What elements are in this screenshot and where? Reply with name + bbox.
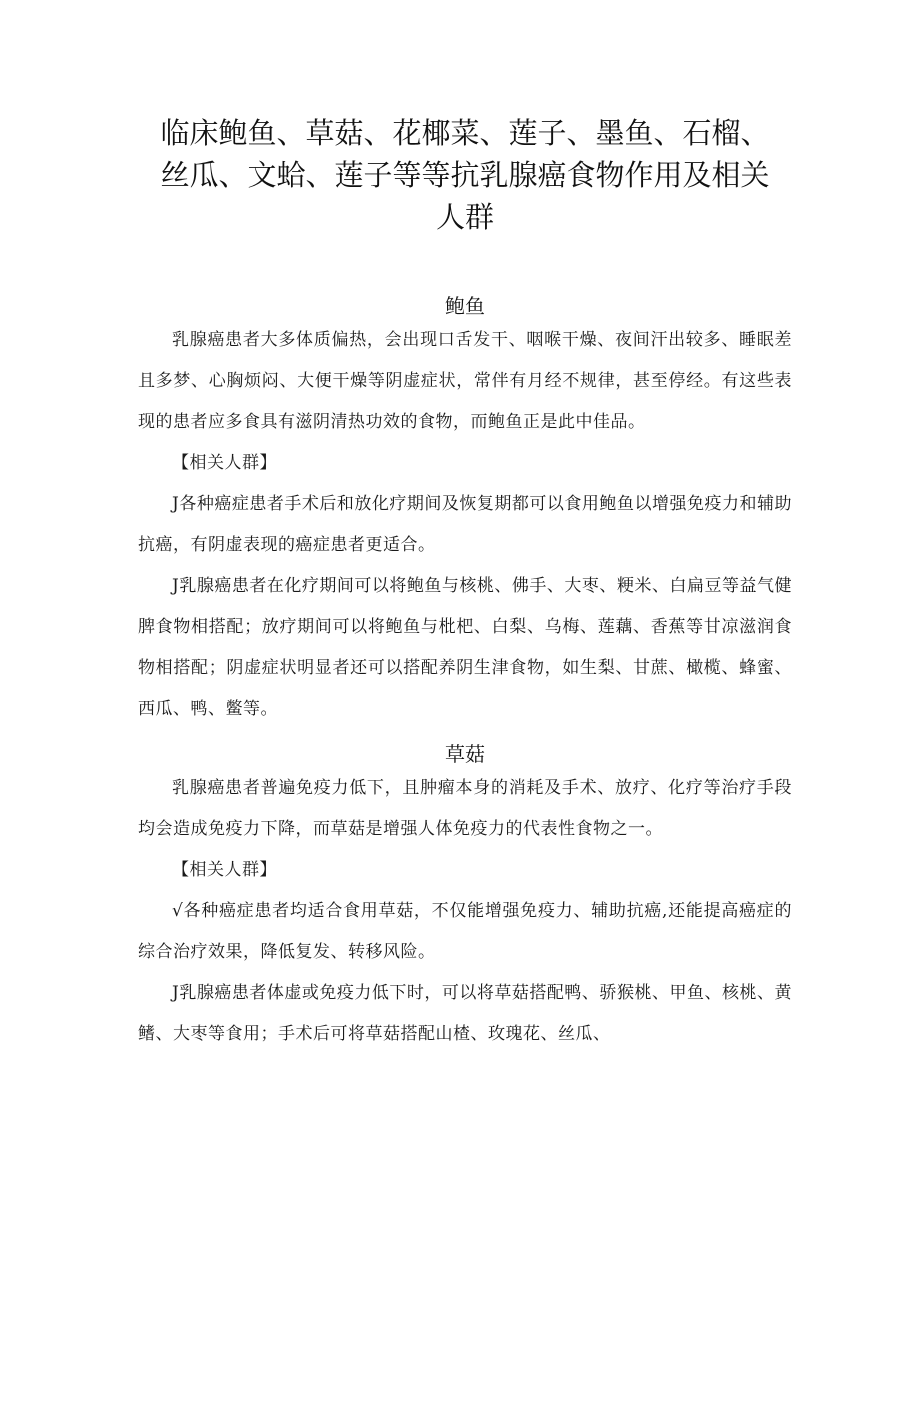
list-item: J乳腺癌患者体虚或免疫力低下时，可以将草菇搭配鸭、骄猴桃、甲鱼、核桃、黄鳍、大枣等食用；手术后可将草菇搭配山楂、玫瑰花、丝瓜、	[138, 983, 792, 1044]
document-page	[0, 112, 920, 1413]
list-item: J各种癌症患者手术后和放化疗期间及恢复期都可以食用鲍鱼以增强免疫力和辅助抗癌，有阴虚表现的癌症患者更适合。	[138, 494, 792, 555]
list-item: J乳腺癌患者在化疗期间可以将鲍鱼与核桃、佛手、大枣、粳米、白扁豆等益气健脾食物相搭配；放疗期间可以将鲍鱼与枇杷、白梨、乌梅、莲藕、香蕉等甘凉滋润食物相搭配；阴虚症状明显者还可以搭配养阴生津食物，如生梨、甘蔗、橄榄、蜂蜜、西瓜、鸭、鳖等。	[138, 576, 792, 719]
document-title: 临床鲍鱼、草菇、花椰菜、莲子、墨鱼、石榴、丝瓜、文蛤、莲子等等抗乳腺癌食物作用及相关人群	[160, 116, 770, 234]
related-group-label-straw-mushroom: 【相关人群】	[172, 860, 277, 880]
list-item: √各种癌症患者均适合食用草菇，不仅能增强免疫力、辅助抗癌,还能提高癌症的综合治疗效果，降低复发、转移风险。	[138, 901, 792, 962]
section-intro-abalone: 乳腺癌患者大多体质偏热，会出现口舌发干、咽喉干燥、夜间汗出较多、睡眠差且多梦、心胸烦闷、大便干燥等阴虚症状，常伴有月经不规律，甚至停经。有这些表现的患者应多食具有滋阴清热功效的食物，而鲍鱼正是此中佳品。	[138, 330, 792, 432]
related-group-label-abalone: 【相关人群】	[172, 453, 277, 473]
section-intro-straw-mushroom: 乳腺癌患者普遍免疫力低下，且肿瘤本身的消耗及手术、放疗、化疗等治疗手段均会造成免疫力下降，而草菇是增强人体免疫力的代表性食物之一。	[138, 778, 792, 839]
section-heading-straw-mushroom: 草菇	[445, 742, 485, 766]
section-heading-abalone: 鲍鱼	[445, 294, 485, 318]
